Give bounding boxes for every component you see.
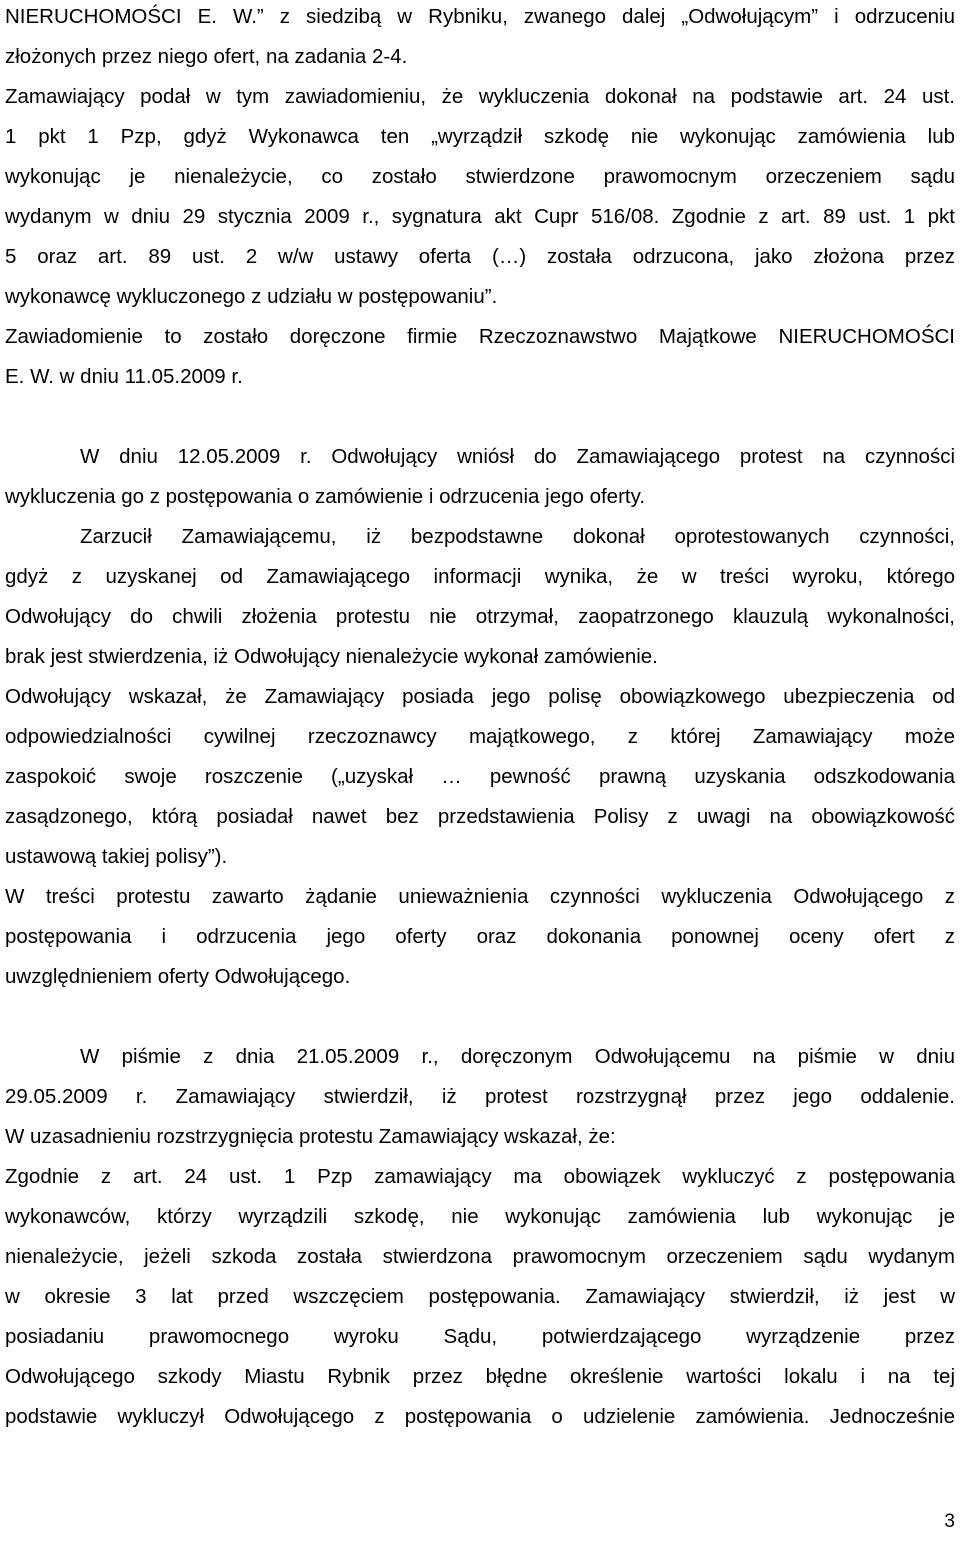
text-line: 1 pkt 1 Pzp, gdyż Wykonawca ten „wyrządził szkodę nie wykonując zamówienia lub: [5, 125, 955, 148]
text-line: złożonych przez niego ofert, na zadania 2-4.: [5, 45, 408, 68]
text-line: wykluczenia go z postępowania o zamówienie i odrzucenia jego oferty.: [5, 485, 646, 508]
text-line: Zawiadomienie to zostało doręczone firmie Rzeczoznawstwo Majątkowe NIERUCHOMOŚCI: [5, 325, 955, 348]
text-line: 5 oraz art. 89 ust. 2 w/w ustawy oferta (…) została odrzucona, jako złożona przez: [5, 245, 955, 268]
text-line: odpowiedzialności cywilnej rzeczoznawcy majątkowego, z której Zamawiający może: [5, 725, 955, 748]
text-line: wykonawców, którzy wyrządzili szkodę, nie wykonując zamówienia lub wykonując je: [5, 1205, 955, 1228]
text-line: W piśmie z dnia 21.05.2009 r., doręczonym Odwołującemu na piśmie w dniu: [80, 1045, 955, 1068]
text-line: brak jest stwierdzenia, iż Odwołujący nienależycie wykonał zamówienie.: [5, 645, 658, 668]
text-line: uwzględnieniem oferty Odwołującego.: [5, 965, 351, 988]
text-line: ustawową takiej polisy”).: [5, 845, 228, 868]
text-line: posiadaniu prawomocnego wyroku Sądu, potwierdzającego wyrządzenie przez: [5, 1325, 955, 1348]
text-line: wydanym w dniu 29 stycznia 2009 r., sygnatura akt Cupr 516/08. Zgodnie z art. 89 ust. 1 pkt: [5, 205, 955, 228]
text-line: wykonawcę wykluczonego z udziału w postępowaniu”.: [5, 285, 498, 308]
text-line: NIERUCHOMOŚCI E. W.” z siedzibą w Rybniku, zwanego dalej „Odwołującym” i odrzuceniu: [5, 5, 955, 28]
text-line: W treści protestu zawarto żądanie unieważnienia czynności wykluczenia Odwołującego z: [5, 885, 955, 908]
text-line: 29.05.2009 r. Zamawiający stwierdził, iż protest rozstrzygnął przez jego oddalenie.: [5, 1085, 955, 1108]
text-line: wykonując je nienależycie, co zostało stwierdzone prawomocnym orzeczeniem sądu: [5, 165, 955, 188]
text-line: Zamawiający podał w tym zawiadomieniu, że wykluczenia dokonał na podstawie art. 24 ust.: [5, 85, 955, 108]
text-line: Odwołujący do chwili złożenia protestu nie otrzymał, zaopatrzonego klauzulą wykonalności,: [5, 605, 955, 628]
text-line: zaspokoić swoje roszczenie („uzyskał … pewność prawną uzyskania odszkodowania: [5, 765, 955, 788]
text-line: nienależycie, jeżeli szkoda została stwierdzona prawomocnym orzeczeniem sądu wydanym: [5, 1245, 955, 1268]
text-line: zasądzonego, którą posiadał nawet bez przedstawienia Polisy z uwagi na obowiązkowość: [5, 805, 955, 828]
text-line: W dniu 12.05.2009 r. Odwołujący wniósł do Zamawiającego protest na czynności: [80, 445, 955, 468]
text-line: W uzasadnieniu rozstrzygnięcia protestu Zamawiający wskazał, że:: [5, 1125, 616, 1148]
text-line: Odwołującego szkody Miastu Rybnik przez błędne określenie wartości lokalu i na tej: [5, 1365, 955, 1388]
text-line: Zgodnie z art. 24 ust. 1 Pzp zamawiający ma obowiązek wykluczyć z postępowania: [5, 1165, 955, 1188]
text-line: Odwołujący wskazał, że Zamawiający posiada jego polisę obowiązkowego ubezpieczenia od: [5, 685, 955, 708]
page-number: 3: [944, 1511, 955, 1532]
text-line: E. W. w dniu 11.05.2009 r.: [5, 365, 243, 388]
text-line: w okresie 3 lat przed wszczęciem postępowania. Zamawiający stwierdził, iż jest w: [5, 1285, 955, 1308]
text-line: gdyż z uzyskanej od Zamawiającego informacji wynika, że w treści wyroku, którego: [5, 565, 955, 588]
text-line: Zarzucił Zamawiającemu, iż bezpodstawne dokonał oprotestowanych czynności,: [80, 525, 955, 548]
text-line: podstawie wykluczył Odwołującego z postępowania o udzielenie zamówienia. Jednocześnie: [5, 1405, 955, 1428]
text-line: postępowania i odrzucenia jego oferty oraz dokonania ponownej oceny ofert z: [5, 925, 955, 948]
